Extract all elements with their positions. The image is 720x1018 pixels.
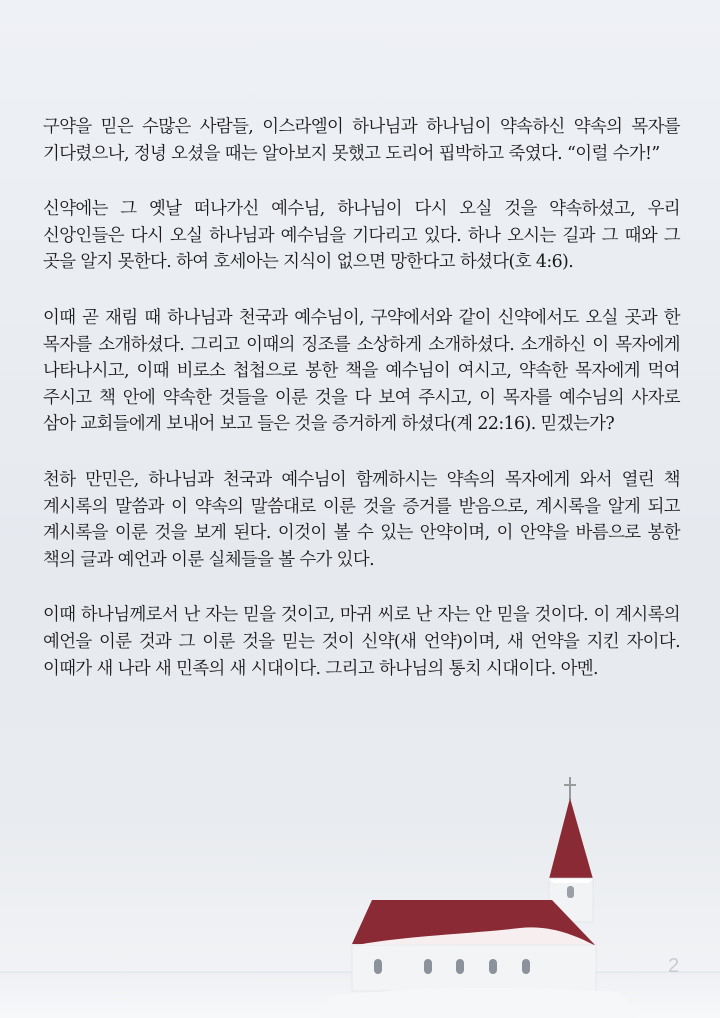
paragraph-5: 이때 하나님께로서 난 자는 믿을 것이고, 마귀 씨로 난 자는 안 믿을 것이다. 이 계시록의 예언을 이룬 것과 그 이룬 것을 믿는 것이 신약(새 언약)이며, 새 언약을 지킨 자이다. 이때가 새 나라 새 민족의 새 시대이다. 그리고 하나님의 통치 시대이다. 아멘. xyxy=(43,605,680,679)
paragraph-3: 이때 곧 재림 때 하나님과 천국과 예수님이, 구약에서와 같이 신약에서도 오실 곳과 한 목자를 소개하셨다. 그리고 이때의 징조를 소상하게 소개하셨다. 소개하신 이 목자에게 나타나시고, 이때 비로소 첩첩으로 봉한 책을 예수님이 여시고, 약속한 목자에게 먹여 주시고 책 안에 약속한 것들을 이룬 것을 다 보여 주시고, 이 목자를 예수님의 사자로 삼아 교회들에게 보내어 보고 들은 것을 증거하게 하셨다(계 22:16). 믿겠는가? xyxy=(43,307,680,435)
document-body xyxy=(43,114,680,711)
church-illustration xyxy=(0,760,720,1018)
page-number: 2 xyxy=(668,955,680,977)
church xyxy=(320,777,640,1018)
paragraph-4: 천하 만민은, 하나님과 천국과 예수님이 함께하시는 약속의 목자에게 와서 열린 책 계시록의 말씀과 이 약속의 말씀대로 이룬 것을 증거를 받음으로, 계시록을 알게 되고 계시록을 이룬 것을 보게 된다. 이것이 볼 수 있는 안약이며, 이 안약을 바름으로 봉한 책의 글과 예언과 이룬 실체들을 볼 수가 있다. xyxy=(43,469,680,570)
steeple-roof xyxy=(549,798,593,879)
paragraph-2: 신약에는 그 옛날 떠나가신 예수님, 하나님이 다시 오실 것을 약속하셨고, 우리 신앙인들은 다시 오실 하나님과 예수님을 기다리고 있다. 하나 오시는 길과 그 때와 그 곳을 알지 못한다. 하여 호세아는 지식이 없으면 망한다고 하셨다(호 4:6). xyxy=(43,199,680,273)
paragraph-1: 구약을 믿은 수많은 사람들, 이스라엘이 하나님과 하나님이 약속하신 약속의 목자를 기다렸으나, 정녕 오셨을 때는 알아보지 못했고 도리어 핍박하고 죽였다. “이럴 수가!” xyxy=(43,117,680,164)
